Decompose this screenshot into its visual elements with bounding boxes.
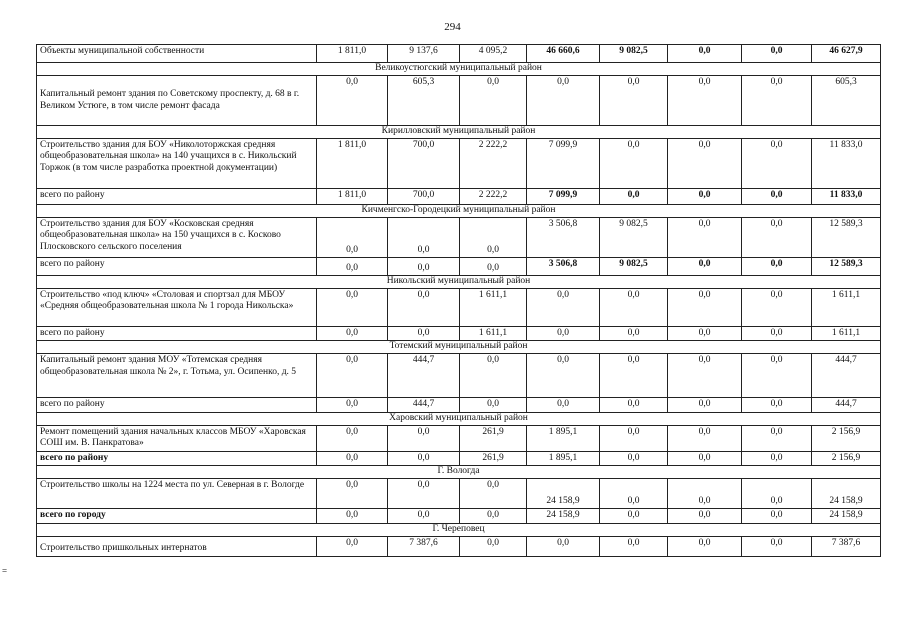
value-cell: 9 082,5 xyxy=(600,45,668,63)
value-cell: 0,0 xyxy=(600,139,668,189)
value-cell: 0,0 xyxy=(317,451,388,465)
value-cell: 0,0 xyxy=(668,479,742,509)
row-label: Строительство здания для БОУ «Николоторжская средняя общеобразовательная школа» на 140 учащихся в с. Никольский Торжок (в том числе разработка проектной документации) xyxy=(37,139,317,189)
page-number: 294 xyxy=(444,21,461,33)
value-cell: 700,0 xyxy=(388,139,460,189)
section-header-row xyxy=(37,63,881,76)
section-title: Кирилловский муниципальный район xyxy=(37,126,881,139)
row-label: Строительство пришкольных интернатов xyxy=(37,536,317,556)
value-cell: 24 158,9 xyxy=(527,479,600,509)
value-cell: 0,0 xyxy=(460,354,527,398)
value-cell: 1 811,0 xyxy=(317,45,388,63)
value-cell: 0,0 xyxy=(668,451,742,465)
value-cell: 0,0 xyxy=(460,479,527,509)
section-title: Г. Череповец xyxy=(37,523,881,536)
value-cell: 4 095,2 xyxy=(460,45,527,63)
value-cell: 261,9 xyxy=(460,451,527,465)
value-cell: 0,0 xyxy=(317,327,388,341)
value-cell: 0,0 xyxy=(527,289,600,327)
value-cell: 46 660,6 xyxy=(527,45,600,63)
value-cell: 0,0 xyxy=(742,509,812,523)
value-cell: 0,0 xyxy=(317,258,388,276)
value-cell: 24 158,9 xyxy=(812,479,881,509)
table-row xyxy=(37,218,881,258)
value-cell: 0,0 xyxy=(668,509,742,523)
value-cell: 444,7 xyxy=(812,398,881,412)
value-cell: 0,0 xyxy=(742,76,812,126)
value-cell: 0,0 xyxy=(600,189,668,205)
value-cell: 0,0 xyxy=(600,327,668,341)
value-cell: 2 156,9 xyxy=(812,425,881,451)
table-row xyxy=(37,354,881,398)
value-cell: 0,0 xyxy=(742,425,812,451)
value-cell: 605,3 xyxy=(812,76,881,126)
value-cell: 0,0 xyxy=(742,289,812,327)
budget-table xyxy=(36,44,881,557)
row-label: всего по району xyxy=(37,258,317,276)
value-cell: 0,0 xyxy=(317,425,388,451)
value-cell: 0,0 xyxy=(668,354,742,398)
table-row xyxy=(37,327,881,341)
value-cell: 0,0 xyxy=(317,289,388,327)
row-label: Объекты муниципальной собственности xyxy=(37,45,317,63)
row-label: всего по району xyxy=(37,398,317,412)
value-cell: 11 833,0 xyxy=(812,189,881,205)
table-row xyxy=(37,536,881,556)
value-cell: 0,0 xyxy=(388,451,460,465)
value-cell: 0,0 xyxy=(317,76,388,126)
value-cell: 0,0 xyxy=(668,327,742,341)
value-cell: 1 895,1 xyxy=(527,425,600,451)
section-title: Никольский муниципальный район xyxy=(37,276,881,289)
value-cell: 0,0 xyxy=(317,479,388,509)
value-cell: 0,0 xyxy=(668,425,742,451)
table-row xyxy=(37,76,881,126)
value-cell: 0,0 xyxy=(317,509,388,523)
section-header-row xyxy=(37,412,881,425)
value-cell: 0,0 xyxy=(742,354,812,398)
value-cell: 0,0 xyxy=(388,479,460,509)
section-header-row xyxy=(37,205,881,218)
value-cell: 9 082,5 xyxy=(600,258,668,276)
value-cell: 0,0 xyxy=(600,76,668,126)
table-row xyxy=(37,451,881,465)
value-cell: 0,0 xyxy=(317,354,388,398)
value-cell: 0,0 xyxy=(460,398,527,412)
value-cell: 0,0 xyxy=(742,189,812,205)
value-cell: 0,0 xyxy=(317,398,388,412)
table-row xyxy=(37,189,881,205)
section-header-row xyxy=(37,276,881,289)
value-cell: 0,0 xyxy=(527,398,600,412)
table-row xyxy=(37,45,881,63)
value-cell: 24 158,9 xyxy=(812,509,881,523)
value-cell: 0,0 xyxy=(388,425,460,451)
value-cell: 0,0 xyxy=(742,398,812,412)
value-cell: 0,0 xyxy=(668,258,742,276)
value-cell: 0,0 xyxy=(742,479,812,509)
section-header-row xyxy=(37,466,881,479)
value-cell: 0,0 xyxy=(527,354,600,398)
value-cell: 261,9 xyxy=(460,425,527,451)
value-cell: 7 387,6 xyxy=(812,536,881,556)
value-cell: 0,0 xyxy=(668,189,742,205)
table-row xyxy=(37,258,881,276)
section-title: Великоустюгский муниципальный район xyxy=(37,63,881,76)
value-cell: 12 589,3 xyxy=(812,258,881,276)
value-cell: 700,0 xyxy=(388,189,460,205)
table-row xyxy=(37,509,881,523)
value-cell: 0,0 xyxy=(527,327,600,341)
row-label: всего по району xyxy=(37,189,317,205)
value-cell: 0,0 xyxy=(668,289,742,327)
value-cell: 7 099,9 xyxy=(527,139,600,189)
value-cell: 0,0 xyxy=(668,139,742,189)
table-row xyxy=(37,425,881,451)
section-header-row xyxy=(37,126,881,139)
row-label: Строительство «под ключ» «Столовая и спортзал для МБОУ «Средняя общеобразовательная школа № 1 города Никольска» xyxy=(37,289,317,327)
row-label: всего по району xyxy=(37,327,317,341)
value-cell: 11 833,0 xyxy=(812,139,881,189)
row-label: Капитальный ремонт здания по Советскому проспекту, д. 68 в г. Великом Устюге, в том числе ремонт фасада xyxy=(37,76,317,126)
value-cell: 0,0 xyxy=(668,536,742,556)
value-cell: 2 222,2 xyxy=(460,139,527,189)
value-cell: 1 811,0 xyxy=(317,189,388,205)
row-label: Ремонт помещений здания начальных классов МБОУ «Харовская СОШ им. В. Панкратова» xyxy=(37,425,317,451)
value-cell: 1 811,0 xyxy=(317,139,388,189)
row-label: Строительство здания для БОУ «Косковская средняя общеобразовательная школа» на 150 учащихся в с. Косково Плосковского сельского поселения xyxy=(37,218,317,258)
value-cell: 0,0 xyxy=(600,451,668,465)
table-row xyxy=(37,479,881,509)
value-cell: 444,7 xyxy=(388,398,460,412)
value-cell: 0,0 xyxy=(742,258,812,276)
value-cell: 0,0 xyxy=(668,45,742,63)
table-row xyxy=(37,398,881,412)
section-header-row xyxy=(37,523,881,536)
value-cell: 0,0 xyxy=(742,536,812,556)
value-cell: 444,7 xyxy=(812,354,881,398)
row-label: всего по району xyxy=(37,451,317,465)
value-cell: 0,0 xyxy=(668,398,742,412)
value-cell: 0,0 xyxy=(742,218,812,258)
value-cell: 2 222,2 xyxy=(460,189,527,205)
value-cell: 9 137,6 xyxy=(388,45,460,63)
margin-mark: = xyxy=(2,566,8,576)
table-body xyxy=(37,45,881,557)
value-cell: 0,0 xyxy=(317,218,388,258)
value-cell: 0,0 xyxy=(668,218,742,258)
value-cell: 2 156,9 xyxy=(812,451,881,465)
value-cell: 46 627,9 xyxy=(812,45,881,63)
value-cell: 12 589,3 xyxy=(812,218,881,258)
value-cell: 0,0 xyxy=(388,289,460,327)
value-cell: 7 387,6 xyxy=(388,536,460,556)
value-cell: 1 611,1 xyxy=(460,327,527,341)
value-cell: 0,0 xyxy=(742,451,812,465)
value-cell: 1 611,1 xyxy=(812,289,881,327)
value-cell: 0,0 xyxy=(527,536,600,556)
value-cell: 0,0 xyxy=(742,327,812,341)
value-cell: 24 158,9 xyxy=(527,509,600,523)
table-row xyxy=(37,139,881,189)
section-header-row xyxy=(37,341,881,354)
value-cell: 0,0 xyxy=(600,289,668,327)
value-cell: 0,0 xyxy=(527,76,600,126)
value-cell: 0,0 xyxy=(388,509,460,523)
value-cell: 0,0 xyxy=(460,218,527,258)
value-cell: 0,0 xyxy=(460,76,527,126)
value-cell: 605,3 xyxy=(388,76,460,126)
value-cell: 3 506,8 xyxy=(527,258,600,276)
row-label: Капитальный ремонт здания МОУ «Тотемская средняя общеобразовательная школа № 2», г. Тотьма, ул. Осипенко, д. 5 xyxy=(37,354,317,398)
value-cell: 0,0 xyxy=(460,509,527,523)
value-cell: 0,0 xyxy=(668,76,742,126)
value-cell: 0,0 xyxy=(388,327,460,341)
value-cell: 7 099,9 xyxy=(527,189,600,205)
row-label: Строительство школы на 1224 места по ул. Северная в г. Вологде xyxy=(37,479,317,509)
section-title: Тотемский муниципальный район xyxy=(37,341,881,354)
value-cell: 3 506,8 xyxy=(527,218,600,258)
table-row xyxy=(37,289,881,327)
row-label: всего по городу xyxy=(37,509,317,523)
value-cell: 0,0 xyxy=(600,536,668,556)
value-cell: 1 895,1 xyxy=(527,451,600,465)
value-cell: 0,0 xyxy=(600,479,668,509)
value-cell: 0,0 xyxy=(600,354,668,398)
value-cell: 9 082,5 xyxy=(600,218,668,258)
value-cell: 0,0 xyxy=(742,139,812,189)
value-cell: 0,0 xyxy=(460,536,527,556)
section-title: Г. Вологда xyxy=(37,466,881,479)
value-cell: 0,0 xyxy=(600,425,668,451)
value-cell: 0,0 xyxy=(742,45,812,63)
value-cell: 0,0 xyxy=(600,398,668,412)
value-cell: 0,0 xyxy=(388,218,460,258)
section-title: Кичменгско-Городецкий муниципальный район xyxy=(37,205,881,218)
value-cell: 0,0 xyxy=(600,509,668,523)
value-cell: 0,0 xyxy=(317,536,388,556)
value-cell: 0,0 xyxy=(460,258,527,276)
value-cell: 1 611,1 xyxy=(812,327,881,341)
section-title: Харовский муниципальный район xyxy=(37,412,881,425)
value-cell: 444,7 xyxy=(388,354,460,398)
value-cell: 0,0 xyxy=(388,258,460,276)
value-cell: 1 611,1 xyxy=(460,289,527,327)
